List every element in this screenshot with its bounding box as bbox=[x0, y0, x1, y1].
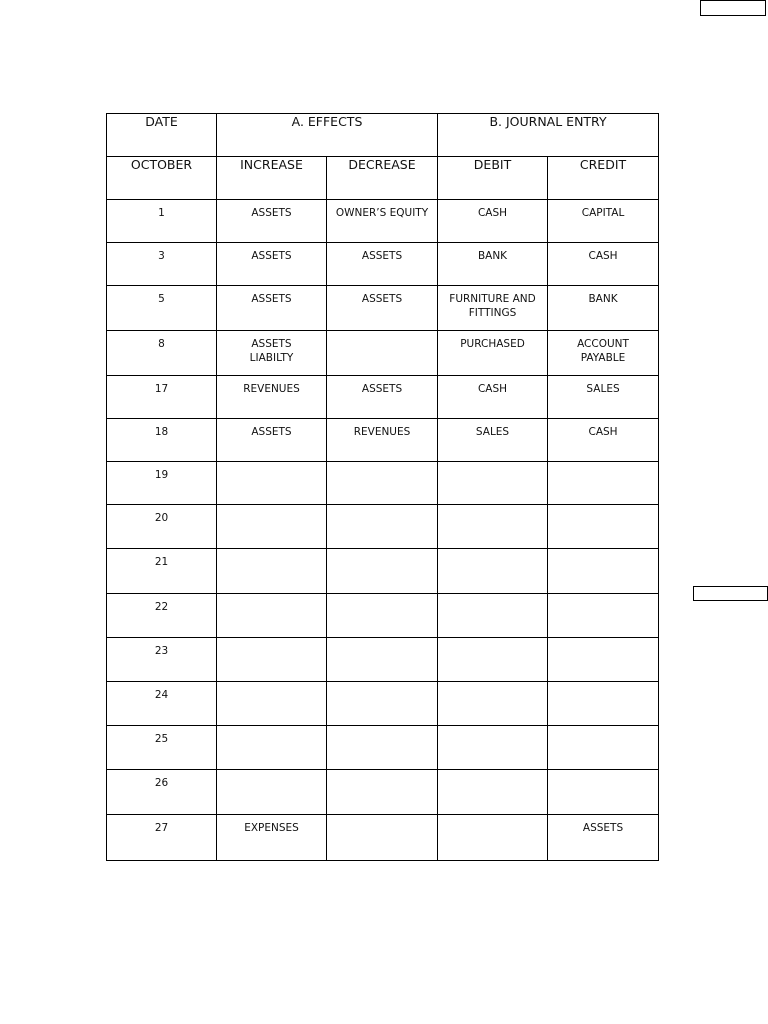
cell-credit bbox=[548, 638, 659, 682]
cell-decrease bbox=[327, 815, 438, 861]
cell-decrease bbox=[327, 594, 438, 638]
cell-date bbox=[107, 331, 217, 376]
cell-decrease bbox=[327, 505, 438, 549]
cell-increase bbox=[217, 815, 327, 861]
cell-date bbox=[107, 200, 217, 243]
cell-credit-text: SALES bbox=[586, 383, 620, 395]
cell-debit bbox=[438, 726, 548, 770]
cell-credit bbox=[548, 243, 659, 286]
cell-date bbox=[107, 638, 217, 682]
cell-decrease bbox=[327, 200, 438, 243]
cell-increase-text: ASSETS bbox=[251, 293, 292, 305]
cell-increase bbox=[217, 726, 327, 770]
cell-decrease bbox=[327, 331, 438, 376]
cell-credit-text bbox=[548, 462, 658, 468]
cell-decrease-text bbox=[327, 549, 437, 555]
cell-decrease bbox=[327, 770, 438, 815]
cell-debit bbox=[438, 286, 548, 331]
cell-date-text: 3 bbox=[158, 250, 165, 262]
cell-credit bbox=[548, 726, 659, 770]
cell-increase-text bbox=[217, 638, 326, 644]
cell-date-text: 27 bbox=[154, 822, 169, 834]
cell-increase-text bbox=[217, 726, 326, 732]
cell-credit-text: CASH bbox=[588, 250, 618, 262]
cell-credit bbox=[548, 594, 659, 638]
cell-increase-text: ASSETS bbox=[251, 250, 292, 262]
cell-credit bbox=[548, 419, 659, 462]
cell-debit bbox=[438, 505, 548, 549]
cell-increase-text bbox=[217, 682, 326, 688]
header-journal-entry-label: B. JOURNAL ENTRY bbox=[489, 114, 607, 129]
cell-decrease bbox=[327, 286, 438, 331]
cell-credit bbox=[548, 200, 659, 243]
cell-debit-text: FURNITURE AND FITTINGS bbox=[449, 293, 536, 319]
header-row-1 bbox=[107, 114, 659, 157]
header-date bbox=[107, 114, 217, 157]
cell-date bbox=[107, 726, 217, 770]
cell-debit-text: PURCHASED bbox=[460, 338, 525, 350]
cell-date-text: 23 bbox=[154, 645, 169, 657]
table-row bbox=[107, 505, 659, 549]
cell-debit-text bbox=[438, 462, 547, 468]
cell-debit-text bbox=[438, 594, 547, 600]
cell-decrease bbox=[327, 419, 438, 462]
cell-credit-text bbox=[548, 682, 658, 688]
cell-date-text: 1 bbox=[158, 207, 165, 219]
cell-credit bbox=[548, 682, 659, 726]
cell-credit-text: BANK bbox=[588, 293, 618, 305]
cell-debit-text bbox=[438, 815, 547, 821]
cell-decrease-text bbox=[327, 770, 437, 776]
table-row bbox=[107, 419, 659, 462]
cell-increase-text: EXPENSES bbox=[244, 822, 299, 834]
cell-increase bbox=[217, 200, 327, 243]
header-decrease bbox=[327, 157, 438, 200]
cell-date bbox=[107, 594, 217, 638]
cell-date bbox=[107, 286, 217, 331]
cell-debit-text: BANK bbox=[477, 250, 508, 262]
cell-credit-text bbox=[548, 726, 658, 732]
cell-credit-text bbox=[548, 638, 658, 644]
header-increase bbox=[217, 157, 327, 200]
table-row bbox=[107, 682, 659, 726]
cell-credit-text: ASSETS bbox=[582, 822, 624, 834]
cell-increase-text: ASSETS bbox=[251, 207, 292, 219]
cell-credit-text: CASH bbox=[588, 426, 618, 438]
cell-decrease-text bbox=[327, 815, 437, 821]
table-row bbox=[107, 770, 659, 815]
cell-decrease-text: ASSETS bbox=[361, 250, 403, 262]
header-journal-entry bbox=[438, 114, 659, 157]
cell-debit bbox=[438, 682, 548, 726]
header-month bbox=[107, 157, 217, 200]
cell-debit bbox=[438, 770, 548, 815]
header-effects bbox=[217, 114, 438, 157]
cell-credit bbox=[548, 815, 659, 861]
cell-date-text: 25 bbox=[154, 733, 169, 745]
cell-date-text: 21 bbox=[154, 556, 169, 568]
cell-increase-text bbox=[217, 462, 326, 468]
table-row bbox=[107, 815, 659, 861]
cell-decrease-text: ASSETS bbox=[361, 383, 403, 395]
cell-debit-text: CASH bbox=[477, 383, 508, 395]
cell-date-text: 24 bbox=[154, 689, 169, 701]
cell-credit-text bbox=[548, 505, 658, 511]
cell-increase bbox=[217, 243, 327, 286]
cell-date bbox=[107, 682, 217, 726]
cell-decrease-text bbox=[327, 682, 437, 688]
cell-increase bbox=[217, 376, 327, 419]
cell-date-text: 20 bbox=[154, 512, 169, 524]
table-row bbox=[107, 549, 659, 594]
cell-date bbox=[107, 243, 217, 286]
cell-decrease bbox=[327, 726, 438, 770]
cell-decrease-text: REVENUES bbox=[353, 426, 411, 438]
cell-date-text: 19 bbox=[154, 469, 169, 481]
cell-increase bbox=[217, 286, 327, 331]
cell-date-text: 26 bbox=[154, 777, 169, 789]
cell-debit-text bbox=[438, 726, 547, 732]
table-body bbox=[107, 200, 659, 861]
header-effects-label: A. EFFECTS bbox=[291, 114, 363, 129]
header-debit-label: DEBIT bbox=[473, 157, 512, 172]
cell-decrease-text: ASSETS bbox=[361, 293, 403, 305]
cell-debit bbox=[438, 419, 548, 462]
header-debit bbox=[438, 157, 548, 200]
header-increase-label: INCREASE bbox=[240, 157, 303, 172]
table-row bbox=[107, 726, 659, 770]
cell-debit-text bbox=[438, 638, 547, 644]
header-month-label: OCTOBER bbox=[130, 157, 193, 172]
cell-credit bbox=[548, 376, 659, 419]
cell-debit-text: SALES bbox=[475, 426, 510, 438]
cell-decrease-text bbox=[327, 331, 437, 337]
table-row bbox=[107, 331, 659, 376]
cell-decrease-text bbox=[327, 462, 437, 468]
cell-date-text: 8 bbox=[158, 338, 165, 350]
cell-debit bbox=[438, 815, 548, 861]
cell-date bbox=[107, 505, 217, 549]
cell-credit bbox=[548, 331, 659, 376]
cell-debit bbox=[438, 200, 548, 243]
cell-date-text: 18 bbox=[154, 426, 169, 438]
cell-credit-text: CAPITAL bbox=[581, 207, 625, 219]
cell-increase-text bbox=[217, 549, 326, 555]
header-credit-label: CREDIT bbox=[579, 157, 627, 172]
cell-debit bbox=[438, 594, 548, 638]
cell-increase bbox=[217, 682, 327, 726]
header-credit bbox=[548, 157, 659, 200]
cell-decrease bbox=[327, 549, 438, 594]
cell-decrease bbox=[327, 682, 438, 726]
table-row bbox=[107, 286, 659, 331]
cell-debit-text bbox=[438, 770, 547, 776]
cell-decrease bbox=[327, 638, 438, 682]
cell-increase-text: REVENUES bbox=[243, 383, 300, 395]
cell-increase bbox=[217, 549, 327, 594]
cell-date bbox=[107, 462, 217, 505]
cell-increase-text: ASSETS bbox=[251, 426, 292, 438]
cell-credit bbox=[548, 286, 659, 331]
cell-date bbox=[107, 815, 217, 861]
cell-increase bbox=[217, 419, 327, 462]
cell-increase-text bbox=[217, 770, 326, 776]
cell-increase-text bbox=[217, 594, 326, 600]
cell-debit bbox=[438, 549, 548, 594]
cell-date-text: 22 bbox=[154, 601, 169, 613]
cell-debit-text bbox=[438, 505, 547, 511]
table-row bbox=[107, 462, 659, 505]
cell-decrease-text bbox=[327, 726, 437, 732]
cell-increase bbox=[217, 638, 327, 682]
cell-decrease bbox=[327, 462, 438, 505]
cell-date-text: 17 bbox=[154, 383, 169, 395]
cell-date bbox=[107, 549, 217, 594]
table-row bbox=[107, 638, 659, 682]
table-row bbox=[107, 594, 659, 638]
cell-decrease-text: OWNER’S EQUITY bbox=[335, 207, 429, 219]
cell-decrease bbox=[327, 376, 438, 419]
cell-credit-text: ACCOUNT PAYABLE bbox=[577, 338, 629, 364]
cell-credit-text bbox=[548, 549, 658, 555]
cell-decrease-text bbox=[327, 594, 437, 600]
cell-debit-text: CASH bbox=[477, 207, 508, 219]
cell-credit bbox=[548, 770, 659, 815]
cell-credit bbox=[548, 505, 659, 549]
cell-date-text: 5 bbox=[158, 293, 165, 305]
cell-debit-text bbox=[438, 549, 547, 555]
table-row bbox=[107, 376, 659, 419]
cell-increase-text: ASSETS LIABILTY bbox=[249, 338, 294, 364]
cell-credit-text bbox=[548, 594, 658, 600]
cell-increase bbox=[217, 594, 327, 638]
cell-increase bbox=[217, 505, 327, 549]
cell-date bbox=[107, 376, 217, 419]
journal-table bbox=[106, 113, 659, 861]
header-decrease-label: DECREASE bbox=[348, 157, 416, 172]
corner-box-top bbox=[700, 0, 766, 16]
cell-debit bbox=[438, 243, 548, 286]
cell-credit bbox=[548, 462, 659, 505]
cell-debit-text bbox=[438, 682, 547, 688]
cell-credit bbox=[548, 549, 659, 594]
cell-increase bbox=[217, 462, 327, 505]
cell-debit bbox=[438, 376, 548, 419]
header-date-label: DATE bbox=[145, 114, 178, 129]
cell-debit bbox=[438, 331, 548, 376]
cell-debit bbox=[438, 462, 548, 505]
cell-increase bbox=[217, 770, 327, 815]
cell-increase bbox=[217, 331, 327, 376]
cell-increase-text bbox=[217, 505, 326, 511]
header-row-2 bbox=[107, 157, 659, 200]
cell-decrease-text bbox=[327, 638, 437, 644]
table-row bbox=[107, 200, 659, 243]
table-row bbox=[107, 243, 659, 286]
cell-date bbox=[107, 770, 217, 815]
corner-box-mid bbox=[693, 586, 768, 601]
cell-date bbox=[107, 419, 217, 462]
cell-decrease-text bbox=[327, 505, 437, 511]
cell-credit-text bbox=[548, 770, 658, 776]
cell-decrease bbox=[327, 243, 438, 286]
cell-debit bbox=[438, 638, 548, 682]
